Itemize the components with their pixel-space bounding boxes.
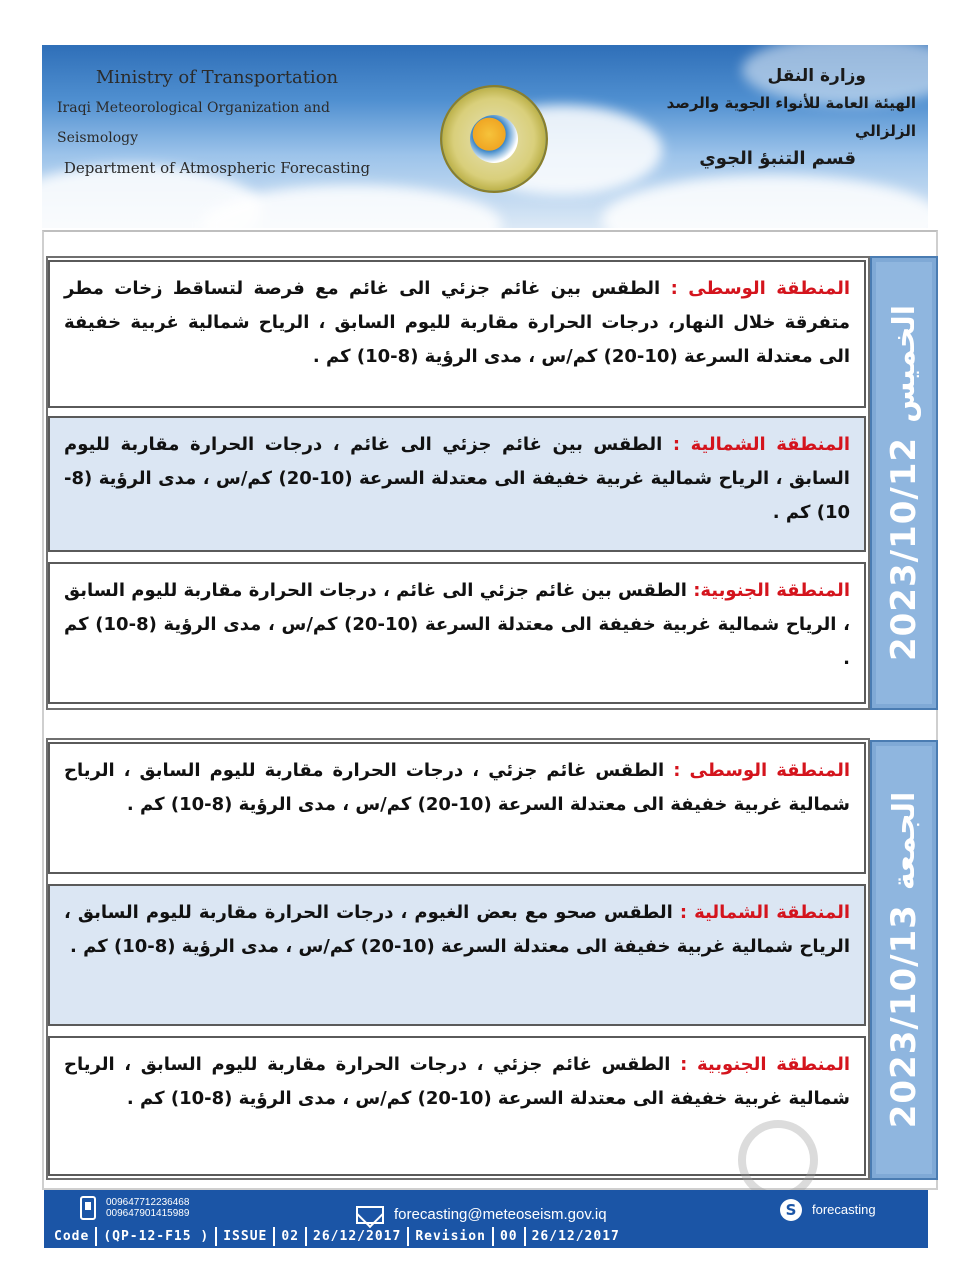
region-south — [48, 562, 866, 704]
organization-name-ar: الهيئة العامة للأنواء الجوية والرصد الزلزالي — [666, 94, 916, 140]
ministry-name-en: Ministry of Transportation — [95, 67, 339, 88]
skype-id[interactable]: forecasting — [812, 1202, 876, 1217]
region-north — [48, 416, 866, 552]
footer-contacts — [44, 1190, 928, 1226]
region-central — [48, 742, 866, 874]
region-forecast-text: الطقس بين غائم جزئي الى غائم مع فرصة لتساقط زخات مطر متفرقة خلال النهار، درجات الحرارة مقاربة لليوم السابق ، الرياح شمالية غربية خفيفة الى معتدلة السرعة (10-20) كم/س ، مدى الرؤية (8-10) كم . — [64, 278, 850, 367]
skype-icon: S — [780, 1199, 802, 1221]
document-control-row — [48, 1227, 924, 1246]
revision-number: 00 — [494, 1227, 526, 1246]
region-forecast-text: الطقس غائم جزئي ، درجات الحرارة مقاربة لليوم السابق ، الرياح شمالية غربية خفيفة الى معتدلة السرعة (10-20) كم/س ، مدى الرؤية (8-10) كم . — [64, 1054, 850, 1109]
issue-date: 26/12/2017 — [307, 1227, 409, 1246]
email-link[interactable]: forecasting@meteoseism.gov.iq — [394, 1206, 607, 1223]
region-name: المنطقة الشمالية : — [679, 902, 850, 923]
day-name: الخميس — [886, 304, 922, 423]
phone-numbers — [106, 1197, 189, 1219]
mail-icon — [356, 1206, 384, 1224]
sun-cloud-icon — [470, 115, 518, 163]
region-name: المنطقة الجنوبية: — [693, 580, 850, 601]
forecast-date: 2023/10/13 — [884, 904, 924, 1129]
code-value: (QP-12-F15 ) — [97, 1227, 217, 1246]
region-forecast-text: الطقس صحو مع بعض الغيوم ، درجات الحرارة مقاربة لليوم السابق ، الرياح شمالية غربية خفيفة الى معتدلة السرعة (10-20) كم/س ، مدى الرؤية (8-10) كم . — [64, 902, 850, 957]
header-english-block — [57, 63, 377, 183]
phone-number-2: 009647901415989 — [106, 1208, 190, 1219]
watermark-circle-icon — [738, 1120, 818, 1200]
revision-date: 26/12/2017 — [531, 1229, 620, 1244]
region-forecast-text: الطقس غائم جزئي ، درجات الحرارة مقاربة لليوم السابق ، الرياح شمالية غربية خفيفة الى معتدلة السرعة (10-20) كم/س ، مدى الرؤية (8-10) كم . — [64, 760, 850, 815]
region-forecast-text: الطقس بين غائم جزئي الى غائم ، درجات الحرارة مقاربة لليوم السابق ، الرياح شمالية غربية خفيفة الى معتدلة السرعة (10-20) كم/س ، مدى الرؤية (8-10) كم . — [64, 580, 851, 669]
region-forecast-text: الطقس بين غائم جزئي الى غائم ، درجات الحرارة مقاربة لليوم السابق ، الرياح شمالية غربية خفيفة الى معتدلة السرعة (10-20) كم/س ، مدى الرؤية (8-10) كم . — [64, 434, 850, 523]
organization-name-en: Iraqi Meteorological Organization and Seismology — [57, 100, 331, 146]
region-name: المنطقة الوسطى : — [670, 278, 850, 299]
forecast-date: 2023/10/12 — [884, 436, 924, 662]
revision-label: Revision — [409, 1227, 494, 1246]
region-central — [48, 260, 866, 408]
phone-number-1: 009647712236468 — [106, 1197, 190, 1208]
issue-label: ISSUE — [217, 1227, 275, 1246]
phone-icon — [80, 1196, 96, 1220]
day-name: الجمعة — [886, 791, 922, 891]
code-label: Code — [48, 1227, 97, 1246]
region-name: المنطقة الجنوبية : — [680, 1054, 850, 1075]
header-arabic-block — [636, 63, 916, 173]
region-name: المنطقة الشمالية : — [672, 434, 851, 455]
footer-bar — [44, 1190, 928, 1248]
department-name-ar: قسم التنبؤ الجوي — [699, 148, 856, 169]
header-banner — [42, 45, 928, 228]
organization-logo-icon — [440, 85, 548, 193]
department-name-en: Department of Atmospheric Forecasting — [63, 159, 371, 177]
ministry-name-ar: وزارة النقل — [767, 66, 866, 86]
region-north — [48, 884, 866, 1026]
issue-number: 02 — [275, 1227, 307, 1246]
date-strip-friday — [870, 740, 938, 1180]
region-name: المنطقة الوسطى : — [673, 760, 850, 781]
date-strip-thursday — [870, 256, 938, 710]
